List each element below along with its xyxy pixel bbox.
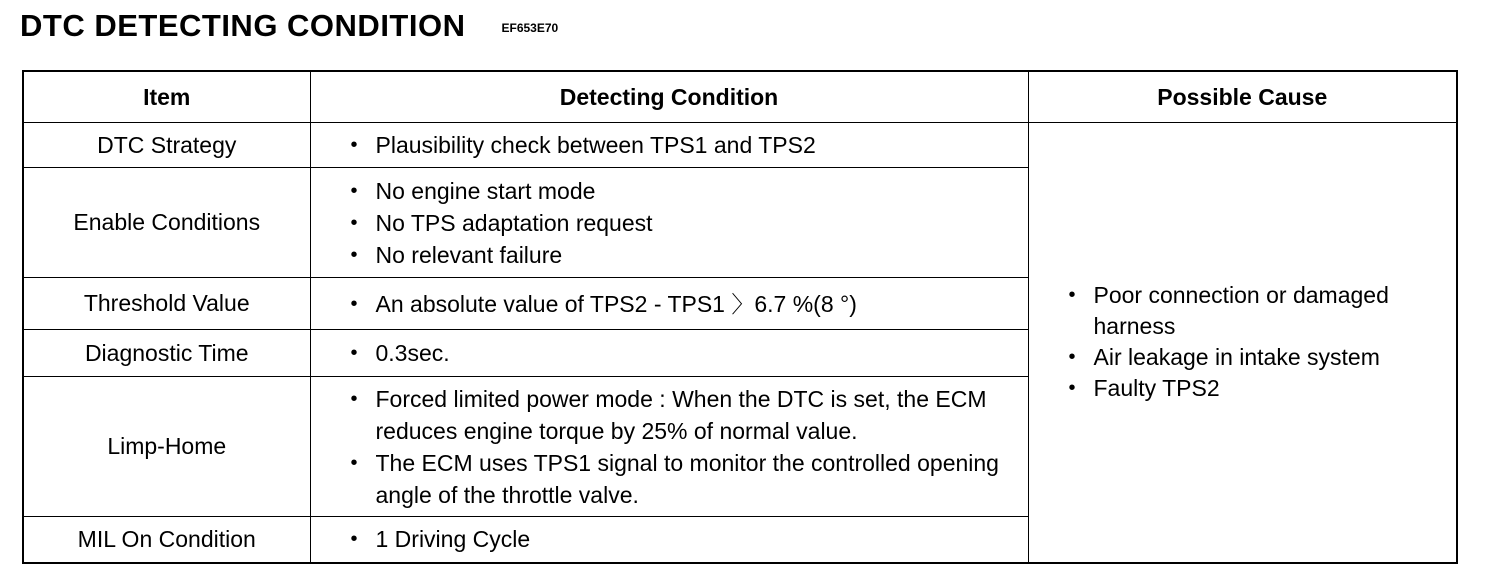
condition-bullet: • No TPS adaptation request <box>351 207 1018 239</box>
condition-cell <box>310 123 1028 168</box>
cause-bullet: • Faulty TPS2 <box>1069 373 1447 404</box>
condition-list <box>351 129 1018 161</box>
item-cell: Threshold Value <box>23 278 310 330</box>
item-cell: MIL On Condition <box>23 517 310 563</box>
condition-bullet: • Plausibility check between TPS1 and TPS2 <box>351 129 1018 161</box>
cause-bullet: • Air leakage in intake system <box>1069 342 1447 373</box>
condition-bullet: • An absolute value of TPS2 - TPS1 〉6.7 %(8 °) <box>351 288 1018 320</box>
dtc-condition-table <box>22 70 1458 564</box>
condition-list <box>351 337 1018 369</box>
condition-cell <box>310 517 1028 563</box>
cause-list <box>1069 280 1447 404</box>
cause-bullet: • Poor connection or damaged harness <box>1069 280 1447 342</box>
page-heading <box>20 8 558 44</box>
condition-cell <box>310 330 1028 377</box>
condition-cell <box>310 168 1028 278</box>
condition-bullet: • No engine start mode <box>351 175 1018 207</box>
header-possible-cause: Possible Cause <box>1028 71 1457 123</box>
condition-bullet: • Forced limited power mode : When the DTC is set, the ECM reduces engine torque by 25% of normal value. <box>351 383 1018 447</box>
condition-bullet: • 1 Driving Cycle <box>351 523 1018 555</box>
item-cell: DTC Strategy <box>23 123 310 168</box>
condition-cell <box>310 377 1028 517</box>
condition-bullet: • No relevant failure <box>351 239 1018 271</box>
condition-list <box>351 383 1018 511</box>
header-detecting-condition: Detecting Condition <box>310 71 1028 123</box>
item-cell: Enable Conditions <box>23 168 310 278</box>
item-cell: Limp-Home <box>23 377 310 517</box>
condition-list <box>351 175 1018 271</box>
condition-list <box>351 288 1018 320</box>
document-code: EF653E70 <box>501 21 559 35</box>
table-header-row <box>23 71 1457 123</box>
possible-cause-cell <box>1028 123 1457 563</box>
condition-bullet: • The ECM uses TPS1 signal to monitor the controlled opening angle of the throttle valve. <box>351 447 1018 511</box>
item-cell: Diagnostic Time <box>23 330 310 377</box>
table-row-dtc-strategy <box>23 123 1457 168</box>
condition-cell <box>310 278 1028 330</box>
condition-list <box>351 523 1018 555</box>
header-item: Item <box>23 71 310 123</box>
page-title: DTC DETECTING CONDITION <box>20 8 466 43</box>
condition-bullet: • 0.3sec. <box>351 337 1018 369</box>
